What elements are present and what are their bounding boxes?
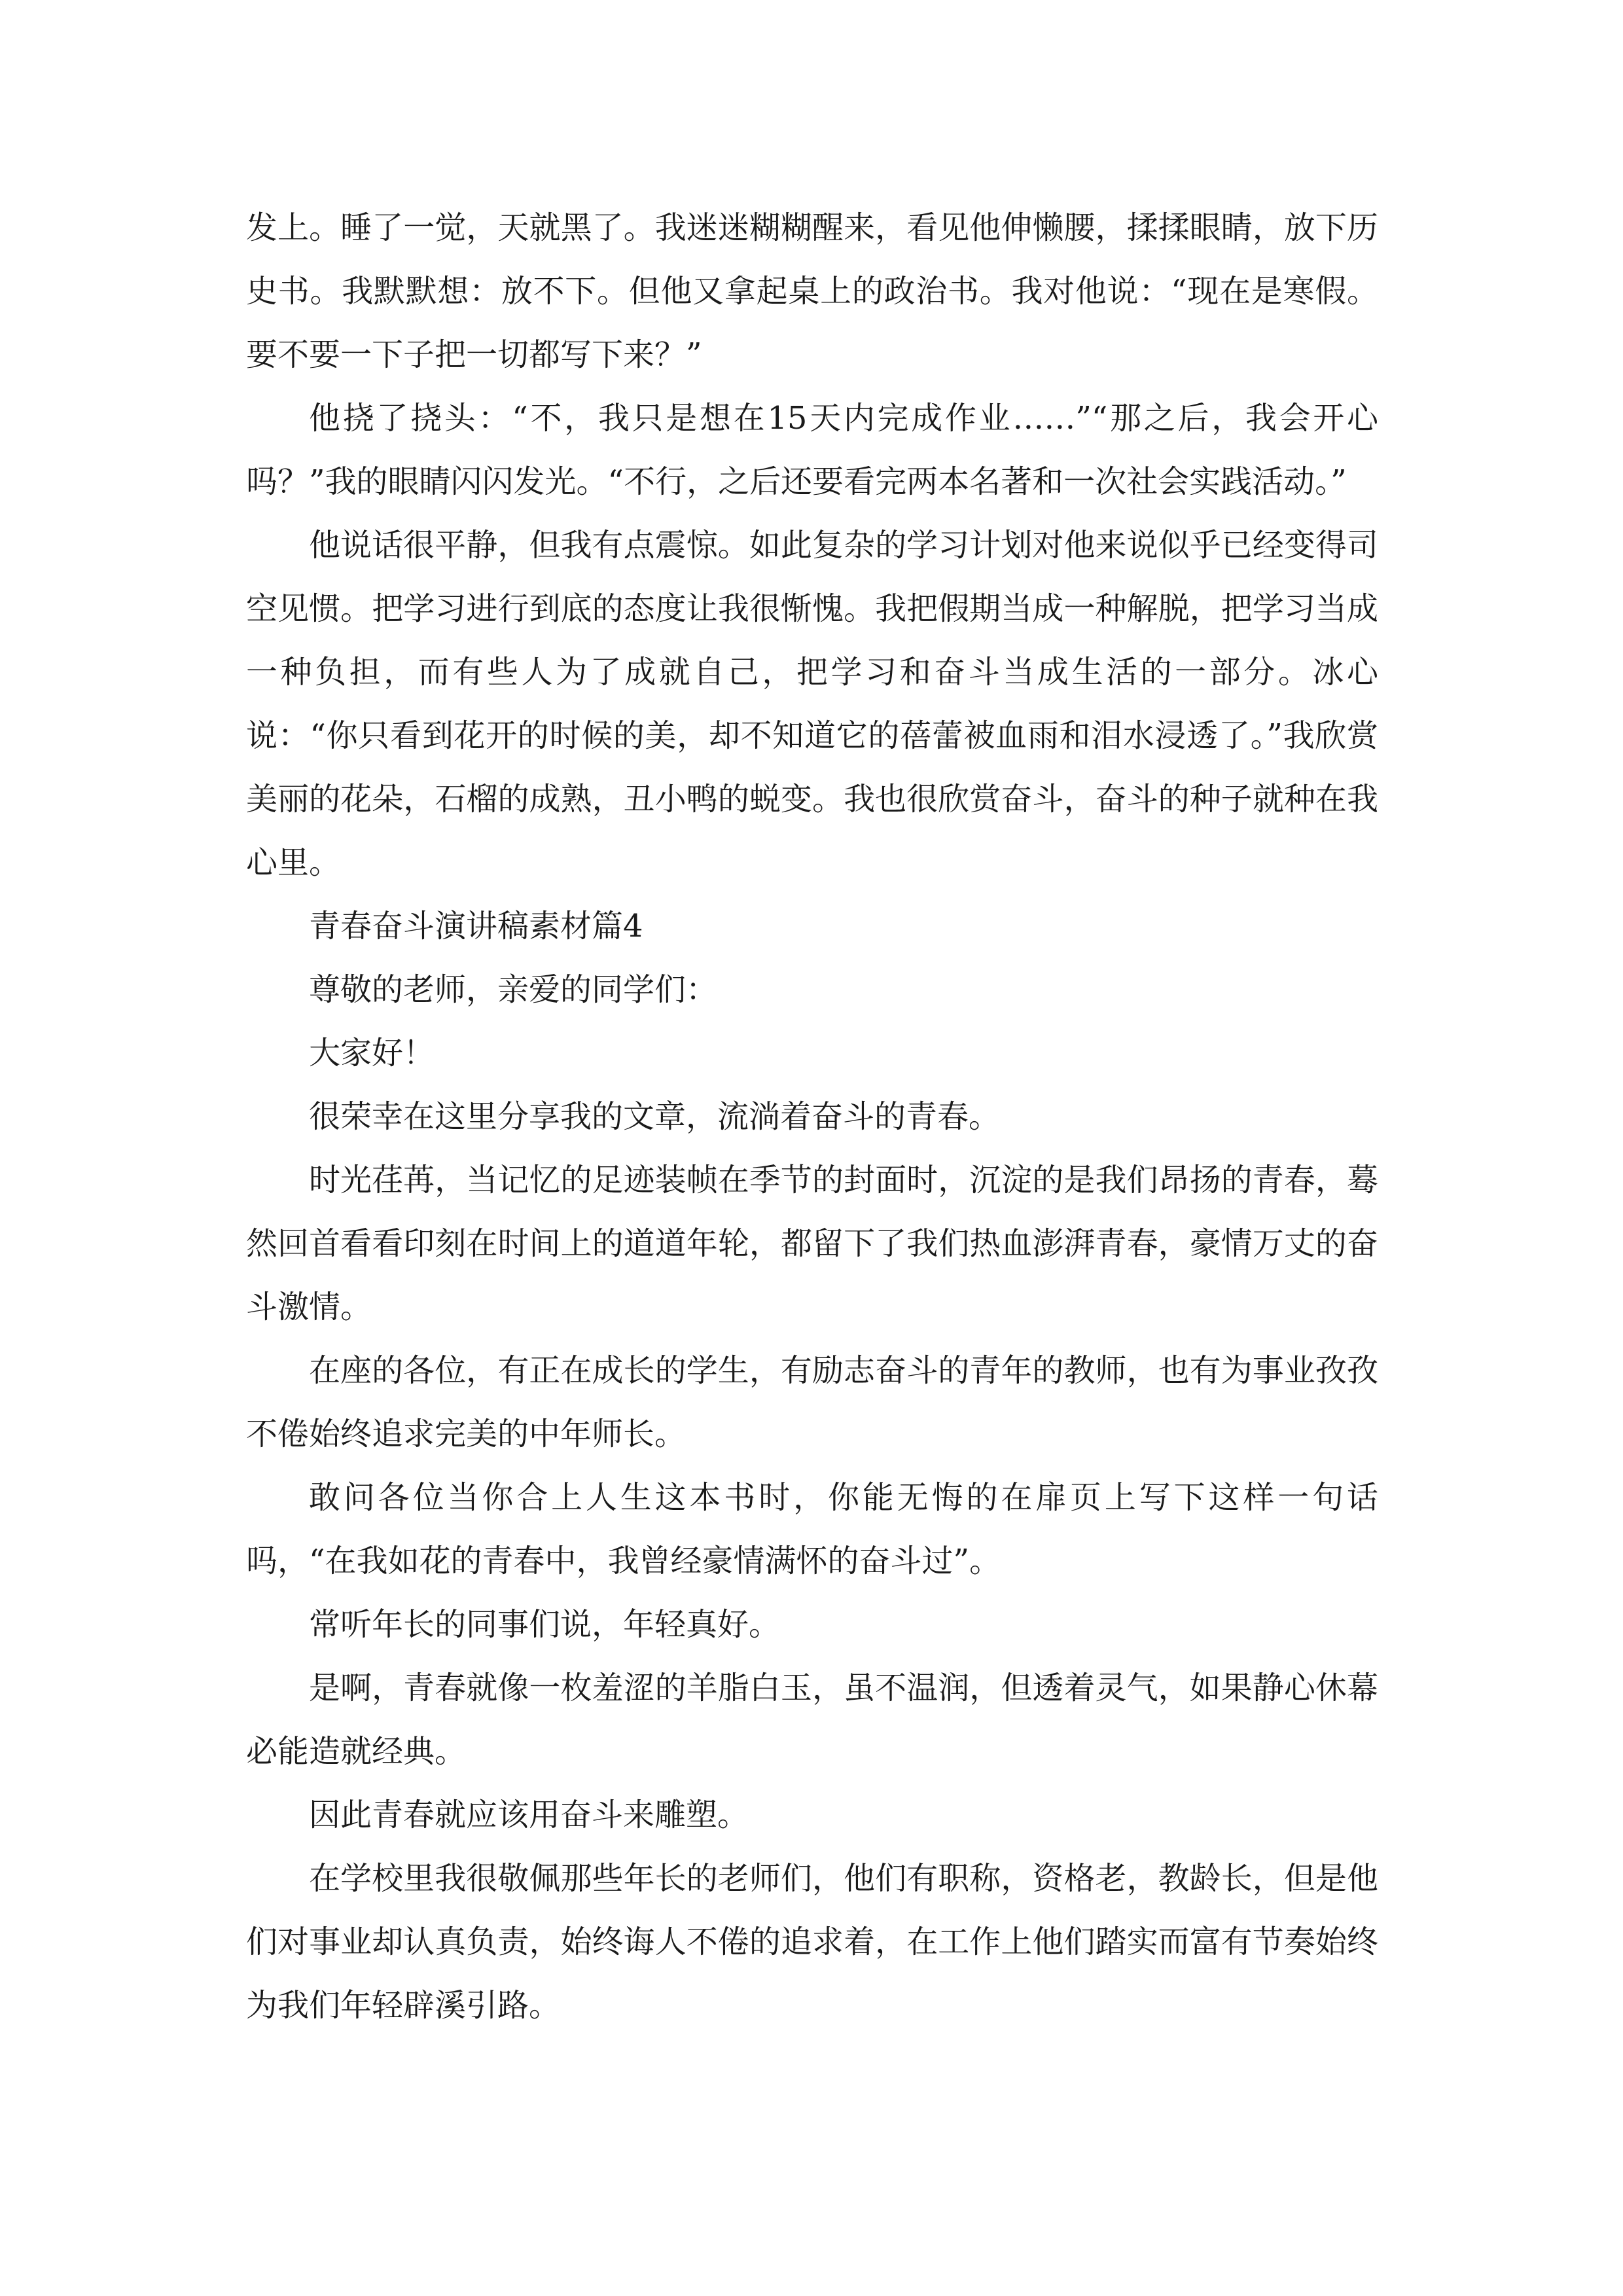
greeting: 大家好！ <box>309 1035 435 1071</box>
paragraph-13: 因此青春就应该用奋斗来雕塑。 <box>309 1797 749 1833</box>
paragraph-9: 在座的各位，有正在成长的学生，有励志奋斗的青年的教师，也有为事业孜孜不倦始终追求完美的中年师长。 <box>246 1352 1378 1452</box>
paragraph-3: 他说话很平静，但我有点震惊。如此复杂的学习计划对他来说似乎已经变得司空见惯。把学习进行到底的态度让我很惭愧。我把假期当成一种解脱，把学习当成一种负担，而有些人为了成就自己，把学习和奋斗当成生活的一部分。冰心说：“你只看到花开的时候的美，却不知道它的蓓蕾被血雨和泪水浸透了。”我欣赏美丽的花朵，石榴的成熟，丑小鸭的蜕变。我也很欣赏奋斗，奋斗的种子就种在我心里。 <box>246 527 1378 881</box>
paragraph-2: 他挠了挠头：“不，我只是想在15天内完成作业……”“那之后，我会开心吗？”我的眼睛闪闪发光。“不行，之后还要看完两本名著和一次社会实践活动。” <box>246 400 1378 500</box>
paragraph-8: 时光荏苒，当记忆的足迹装帧在季节的封面时，沉淀的是我们昂扬的青春，蓦然回首看看印刻在时间上的道道年轮，都留下了我们热血澎湃青春，豪情万丈的奋斗激情。 <box>246 1162 1378 1325</box>
paragraph-7: 很荣幸在这里分享我的文章，流淌着奋斗的青春。 <box>309 1098 1001 1135</box>
paragraph-1: 发上。睡了一觉，天就黑了。我迷迷糊糊醒来，看见他伸懒腰，揉揉眼睛，放下历史书。我默默想：放不下。但他又拿起桌上的政治书。我对他说：“现在是寒假。要不要一下子把一切都写下来？” <box>246 209 1378 373</box>
salutation: 尊敬的老师，亲爱的同学们： <box>309 971 718 1008</box>
paragraph-11: 常听年长的同事们说，年轻真好。 <box>309 1606 781 1643</box>
paragraph-12: 是啊，青春就像一枚羞涩的羊脂白玉，虽不温润，但透着灵气，如果静心休幕必能造就经典。 <box>246 1670 1378 1770</box>
paragraph-14: 在学校里我很敬佩那些年长的老师们，他们有职称，资格老，教龄长，但是他们对事业却认真负责，始终诲人不倦的追求着，在工作上他们踏实而富有节奏始终为我们年轻辟溪引路。 <box>246 1860 1378 2024</box>
paragraph-10: 敢问各位当你合上人生这本书时，你能无悔的在扉页上写下这样一句话吗，“在我如花的青春中，我曾经豪情满怀的奋斗过”。 <box>246 1479 1378 1579</box>
section-heading: 青春奋斗演讲稿素材篇4 <box>309 908 643 944</box>
document-body <box>246 196 1378 2037</box>
